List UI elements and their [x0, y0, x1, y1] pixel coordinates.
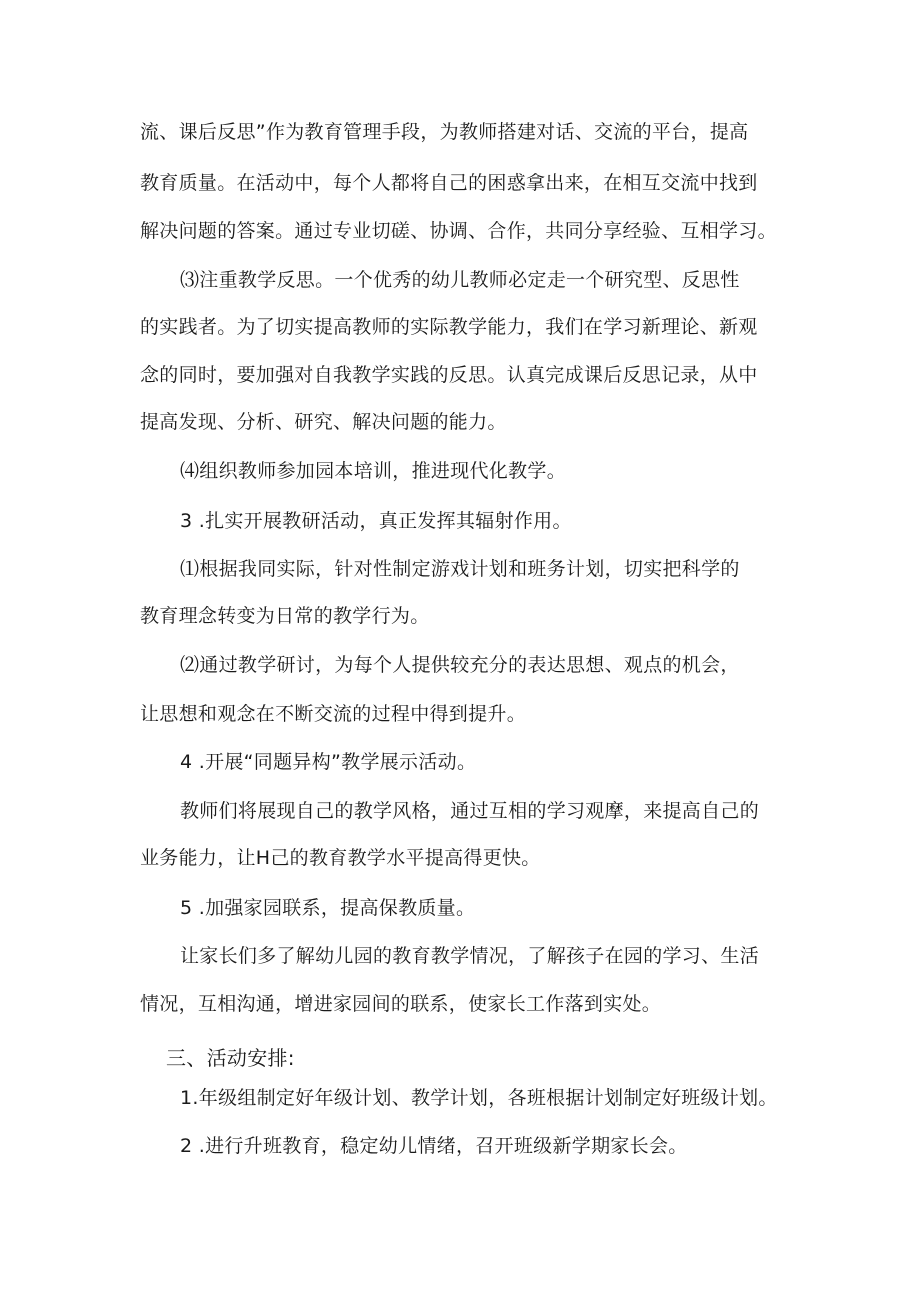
paragraph-line: ⑷组织教师参加园本培训，推进现代化教学。	[180, 460, 567, 482]
paragraph-line: 让思想和观念在不断交流的过程中得到提升。	[140, 703, 527, 725]
paragraph-line: 念的同时，要加强对自我教学实践的反思。认真完成课后反思记录，从中	[140, 364, 758, 386]
paragraph-line: ⑶注重教学反思。一个优秀的幼儿教师必定走一个研究型、反思性	[180, 269, 740, 291]
paragraph-line: 教师们将展现自己的教学风格，通过互相的学习观摩，来提高自己的	[180, 800, 760, 822]
section-heading: 三、活动安排:	[166, 1046, 295, 1070]
paragraph-line: 流、课后反思”作为教育管理手段，为教师搭建对话、交流的平台，提高	[140, 121, 749, 143]
paragraph-line: 解决问题的答案。通过专业切磋、协调、合作，共同分享经验、互相学习。	[140, 220, 777, 242]
paragraph-line: 4 .开展“同题异构”教学展示活动。	[180, 751, 477, 773]
plan-item: 2 .进行升班教育，稳定幼儿情绪，召开班级新学期家长会。	[180, 1135, 688, 1157]
paragraph-line: 5 .加强家园联系，提高保教质量。	[180, 897, 476, 919]
paragraph-line: 教育理念转变为日常的教学行为。	[140, 605, 430, 627]
paragraph-line: 的实践者。为了切实提高教师的实际教学能力，我们在学习新理论、新观	[140, 316, 758, 338]
paragraph-line: 提高发现、分析、研究、解决问题的能力。	[140, 411, 507, 433]
paragraph-line: 业务能力，让H己的教育教学水平提高得更快。	[140, 847, 541, 869]
paragraph-line: ⑵通过教学研讨，为每个人提供较充分的表达思想、观点的机会，	[180, 654, 740, 676]
paragraph-line: 情况，互相沟通，增进家园间的联系，使家长工作落到实处。	[140, 993, 662, 1015]
paragraph-line: 3 .扎实开展教研活动，真正发挥其辐射作用。	[180, 510, 572, 532]
paragraph-line: 让家长们多了解幼儿园的教育教学情况，了解孩子在园的学习、生活	[180, 945, 760, 967]
plan-item: 1.年级组制定好年级计划、教学计划，各班根据计划制定好班级计划。	[180, 1087, 778, 1109]
paragraph-line: 教育质量。在活动中，每个人都将自己的困惑拿出来，在相互交流中找到	[140, 172, 758, 194]
paragraph-line: ⑴根据我同实际，针对性制定游戏计划和班务计划，切实把科学的	[180, 558, 740, 580]
